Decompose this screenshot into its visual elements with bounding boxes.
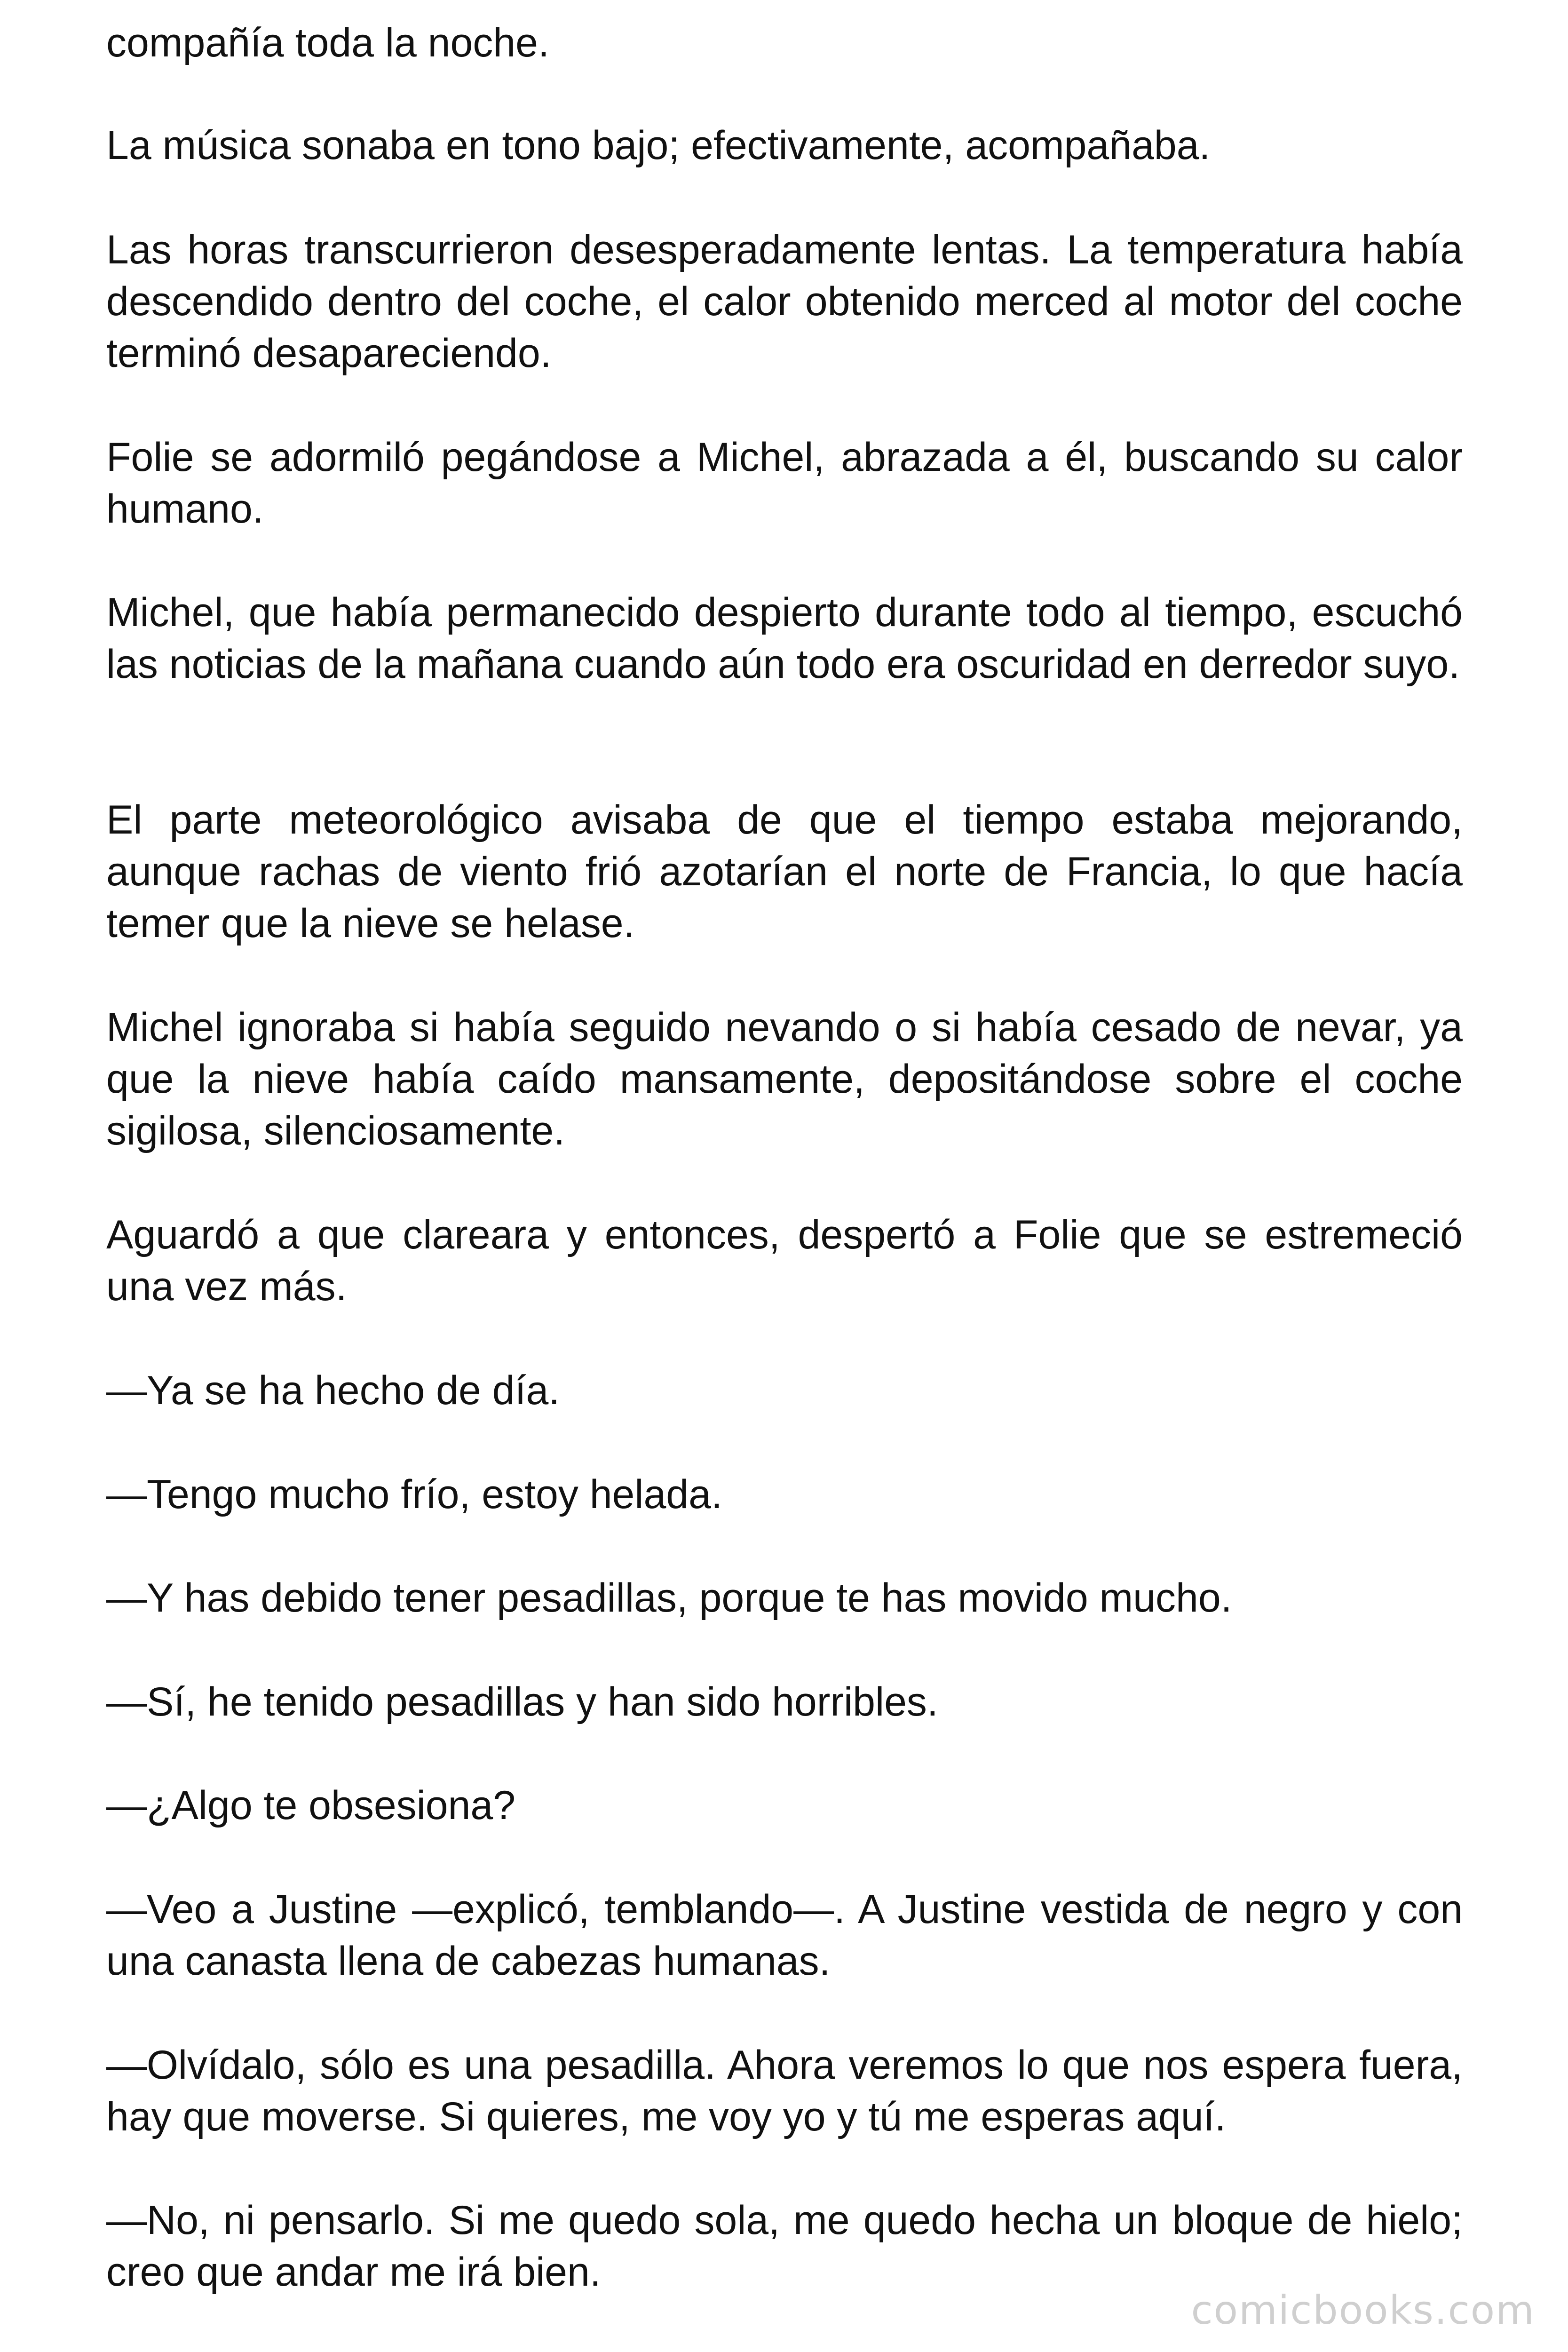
paragraph: compañía toda la noche. xyxy=(106,20,549,65)
paragraph: —Y has debido tener pesadillas, porque te has movido mucho. xyxy=(106,1575,1232,1621)
paragraph: Las horas transcurrieron desesperadamente lentas. La temperatura había descendido dentro del coche, el calor obtenido merced al motor del coche terminó desapareciendo. xyxy=(106,227,1463,376)
paragraph: —Ya se ha hecho de día. xyxy=(106,1368,560,1413)
paragraph: Michel, que había permanecido despierto durante todo al tiempo, escuchó las noticias de la mañana cuando aún todo era oscuridad en derredor suyo. xyxy=(106,590,1463,687)
document-page xyxy=(106,0,1463,2352)
paragraph: Michel ignoraba si había seguido nevando o si había cesado de nevar, ya que la nieve había caído mansamente, depositándose sobre el coche sigilosa, silenciosamente. xyxy=(106,1005,1463,1153)
paragraph: —Tengo mucho frío, estoy helada. xyxy=(106,1472,722,1517)
watermark: comicbooks.com xyxy=(1191,2287,1535,2333)
paragraph: El parte meteorológico avisaba de que el tiempo estaba mejorando, aunque rachas de viento frió azotarían el norte de Francia, lo que hacía temer que la nieve se helase. xyxy=(106,797,1463,946)
paragraph: Aguardó a que clareara y entonces, despertó a Folie que se estremeció una vez más. xyxy=(106,1212,1463,1309)
paragraph: —Veo a Justine —explicó, temblando—. A Justine vestida de negro y con una canasta llena de cabezas humanas. xyxy=(106,1887,1463,1984)
paragraph: —Olvídalo, sólo es una pesadilla. Ahora veremos lo que nos espera fuera, hay que moverse. Si quieres, me voy yo y tú me esperas aquí. xyxy=(106,2042,1463,2139)
paragraph: La música sonaba en tono bajo; efectivamente, acompañaba. xyxy=(106,123,1211,168)
paragraph: Folie se adormiló pegándose a Michel, abrazada a él, buscando su calor humano. xyxy=(106,435,1463,532)
paragraph: —Sí, he tenido pesadillas y han sido horribles. xyxy=(106,1679,938,1724)
paragraph: —¿Algo te obsesiona? xyxy=(106,1783,516,1828)
paragraph: —No, ni pensarlo. Si me quedo sola, me quedo hecha un bloque de hielo; creo que andar me irá bien. xyxy=(106,2198,1463,2295)
